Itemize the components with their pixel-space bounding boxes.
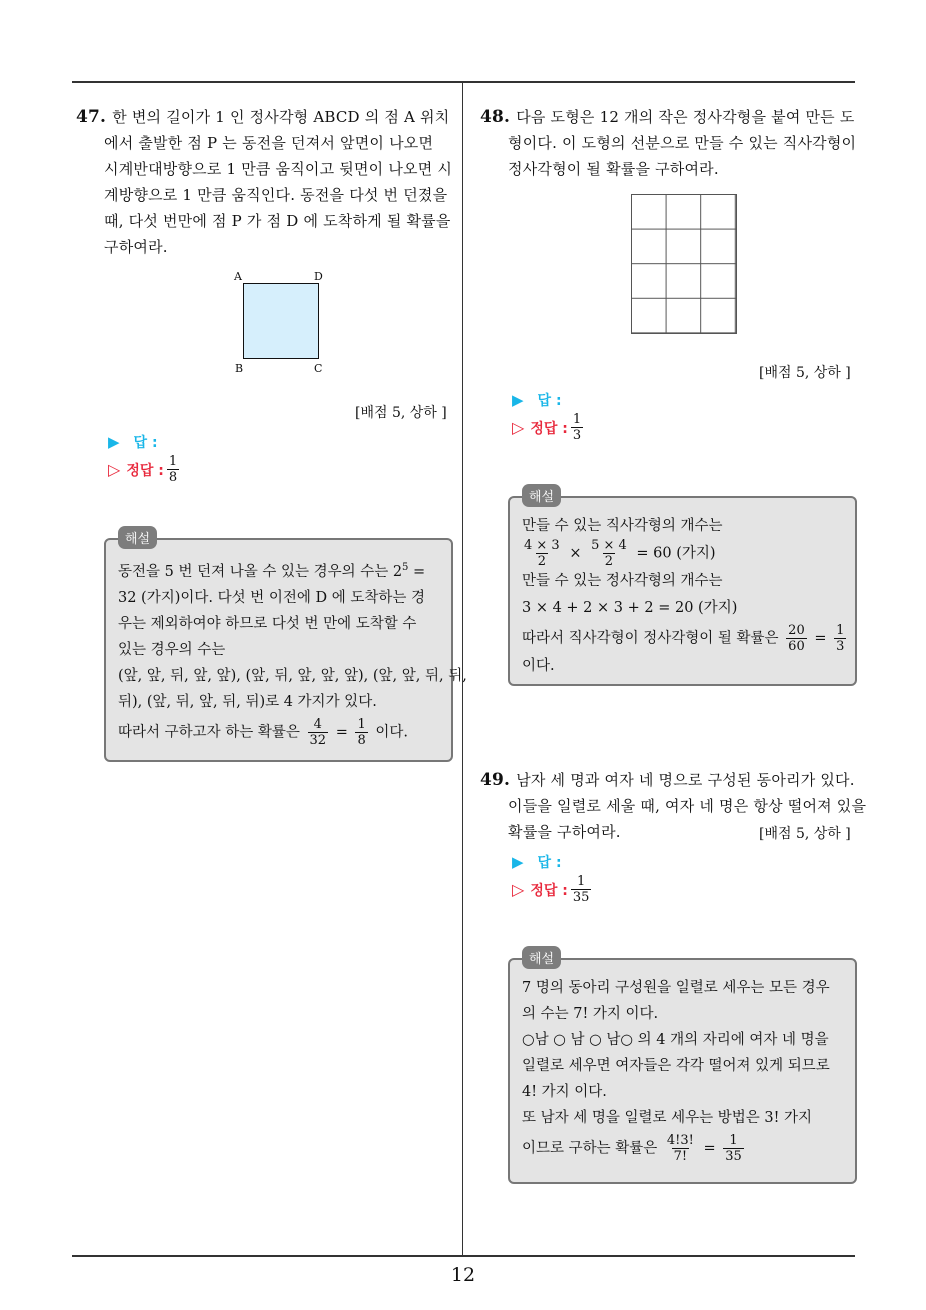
fraction: $\frac{4 \times 3}{2}$ — [524, 538, 560, 569]
solution-text-47: 동전을 5 번 던져 나올 수 있는 경우의 수는 $2^5$ = 32 (가지)이다. 다섯 번 이전에 D 에 도착하는 경 우는 제외하여야 하므로 다섯 번 만에 도착할 수 있는 경우의 수는 (앞, 앞, 뒤, 앞, 앞), (앞, 뒤, 앞, 앞, 앞), (앞, 앞, 뒤, 뒤, 뒤), (앞, 뒤, 앞, 뒤, 뒤)로 4 가지가 있다. 따라서 구하고자 하는 확률은 $\frac{4}{32}$ = $\frac{1}{8}$ 이다. — [118, 562, 467, 748]
answer-fraction: $\frac{1}{3}$ — [572, 412, 582, 443]
problem-number: 48. — [480, 107, 511, 127]
bottom-rule — [72, 1255, 855, 1257]
problem-47-line: 에서 출발한 점 P 는 동전을 던져서 앞면이 나오면 — [104, 134, 434, 152]
solution-tag: 해설 — [522, 946, 561, 969]
answer-fraction: $\frac{1}{8}$ — [168, 454, 178, 485]
problem-47-line: 계방향으로 1 만큼 움직인다. 동전을 다섯 번 던졌을 — [104, 186, 448, 204]
square-shape — [243, 283, 319, 359]
problem-number: 49. — [480, 770, 511, 790]
fraction: $\frac{20}{60}$ — [788, 623, 805, 654]
fraction: $\frac{5 \times 4}{2}$ — [591, 538, 627, 569]
square-abcd-figure — [232, 268, 332, 374]
problem-49-line: 이들을 일렬로 세울 때, 여자 네 명은 항상 떨어져 있을 — [508, 797, 867, 815]
score-label: [배점 5, 상하 ] — [355, 405, 447, 421]
answer-fraction: $\frac{1}{35}$ — [572, 874, 590, 905]
correct-answer-row — [108, 454, 182, 485]
filled-triangle-icon: ▶ — [108, 433, 120, 451]
filled-triangle-icon: ▶ — [512, 391, 524, 409]
fraction: $\frac{4}{32}$ — [309, 716, 327, 748]
solution-tag: 해설 — [522, 484, 561, 507]
fraction: $\frac{1}{3}$ — [836, 623, 845, 654]
problem-47 — [76, 104, 452, 260]
fraction: $\frac{1}{35}$ — [725, 1133, 742, 1164]
answer-row — [512, 852, 562, 872]
fraction: $\frac{1}{8}$ — [357, 716, 366, 748]
solution-tag: 해설 — [118, 526, 157, 549]
vertex-label-a: A — [234, 270, 242, 283]
problem-48-line: 정사각형이 될 확률을 구하여라. — [508, 160, 719, 178]
problem-48-line: 48. 다음 도형은 12 개의 작은 정사각형을 붙여 만든 도 — [480, 107, 855, 127]
correct-label: 정답 : — [530, 420, 568, 437]
answer-row — [512, 390, 562, 410]
problem-47-line: 47. 한 변의 길이가 1 인 정사각형 ABCD 의 점 A 위치 — [76, 107, 450, 127]
outline-triangle-icon: ▷ — [512, 418, 525, 437]
problem-47-line: 시계반대방향으로 1 만큼 움직이고 뒷면이 나오면 시 — [104, 160, 453, 178]
outline-triangle-icon: ▷ — [512, 880, 525, 899]
answer-label: 답 : — [133, 435, 158, 451]
solution-text-48: 만들 수 있는 직사각형의 개수는 $\frac{4 \times 3}{2}$ × $\frac{5 \times 4}{2}$ = 60 (가지) 만들 수 있는 정사각형의 개수는 3 × 4 + 2 × 3 + 2 = 20 (가지) 따라서 직사각형이 정사각형이 될 확률은 $\frac{20}{60}$ = $\frac{1}{3}$ 이다. — [522, 518, 845, 674]
filled-triangle-icon: ▶ — [512, 853, 524, 871]
answer-label: 답 : — [537, 855, 562, 871]
answer-label: 답 : — [537, 393, 562, 409]
answer-row — [108, 432, 158, 452]
correct-answer-row — [512, 412, 586, 443]
problem-47-line: 구하여라. — [104, 238, 168, 256]
problem-48-line: 형이다. 이 도형의 선분으로 만들 수 있는 직사각형이 — [508, 134, 857, 152]
problem-number: 47. — [76, 107, 107, 127]
vertex-label-c: C — [314, 362, 323, 375]
fraction: $\frac{4!3!}{7!}$ — [666, 1133, 694, 1164]
correct-label: 정답 : — [530, 882, 568, 899]
score-label: [배점 5, 상하 ] — [759, 365, 851, 381]
square-grid-figure — [631, 194, 737, 334]
problem-48 — [480, 104, 856, 182]
top-rule — [72, 81, 855, 83]
problem-47-line: 때, 다섯 번만에 점 P 가 점 D 에 도착하게 될 확률을 — [104, 212, 451, 230]
problem-49-line: 49. 남자 세 명과 여자 네 명으로 구성된 동아리가 있다. — [480, 770, 855, 790]
outline-triangle-icon: ▷ — [108, 460, 121, 479]
solution-text-49: 7 명의 동아리 구성원을 일렬로 세우는 모든 경우 의 수는 7! 가지 이다. ○남 ○ 남 ○ 남○ 의 4 개의 자리에 여자 네 명을 일렬로 세우면 여자들은 각각 떨어져 있게 되므로 4! 가지 이다. 또 남자 세 명을 일렬로 세우는 방법은 3! 가지 이므로 구하는 확률은 $\frac{4!3!}{7!}$ = $\frac{1}{35}$ — [522, 980, 830, 1164]
vertex-label-b: B — [235, 362, 244, 375]
correct-label: 정답 : — [126, 462, 164, 479]
page-number: 12 — [450, 1264, 476, 1286]
correct-answer-row — [512, 874, 594, 905]
problem-49-line: 확률을 구하여라. — [508, 823, 621, 841]
vertex-label-d: D — [314, 270, 323, 283]
score-label: [배점 5, 상하 ] — [759, 826, 851, 842]
